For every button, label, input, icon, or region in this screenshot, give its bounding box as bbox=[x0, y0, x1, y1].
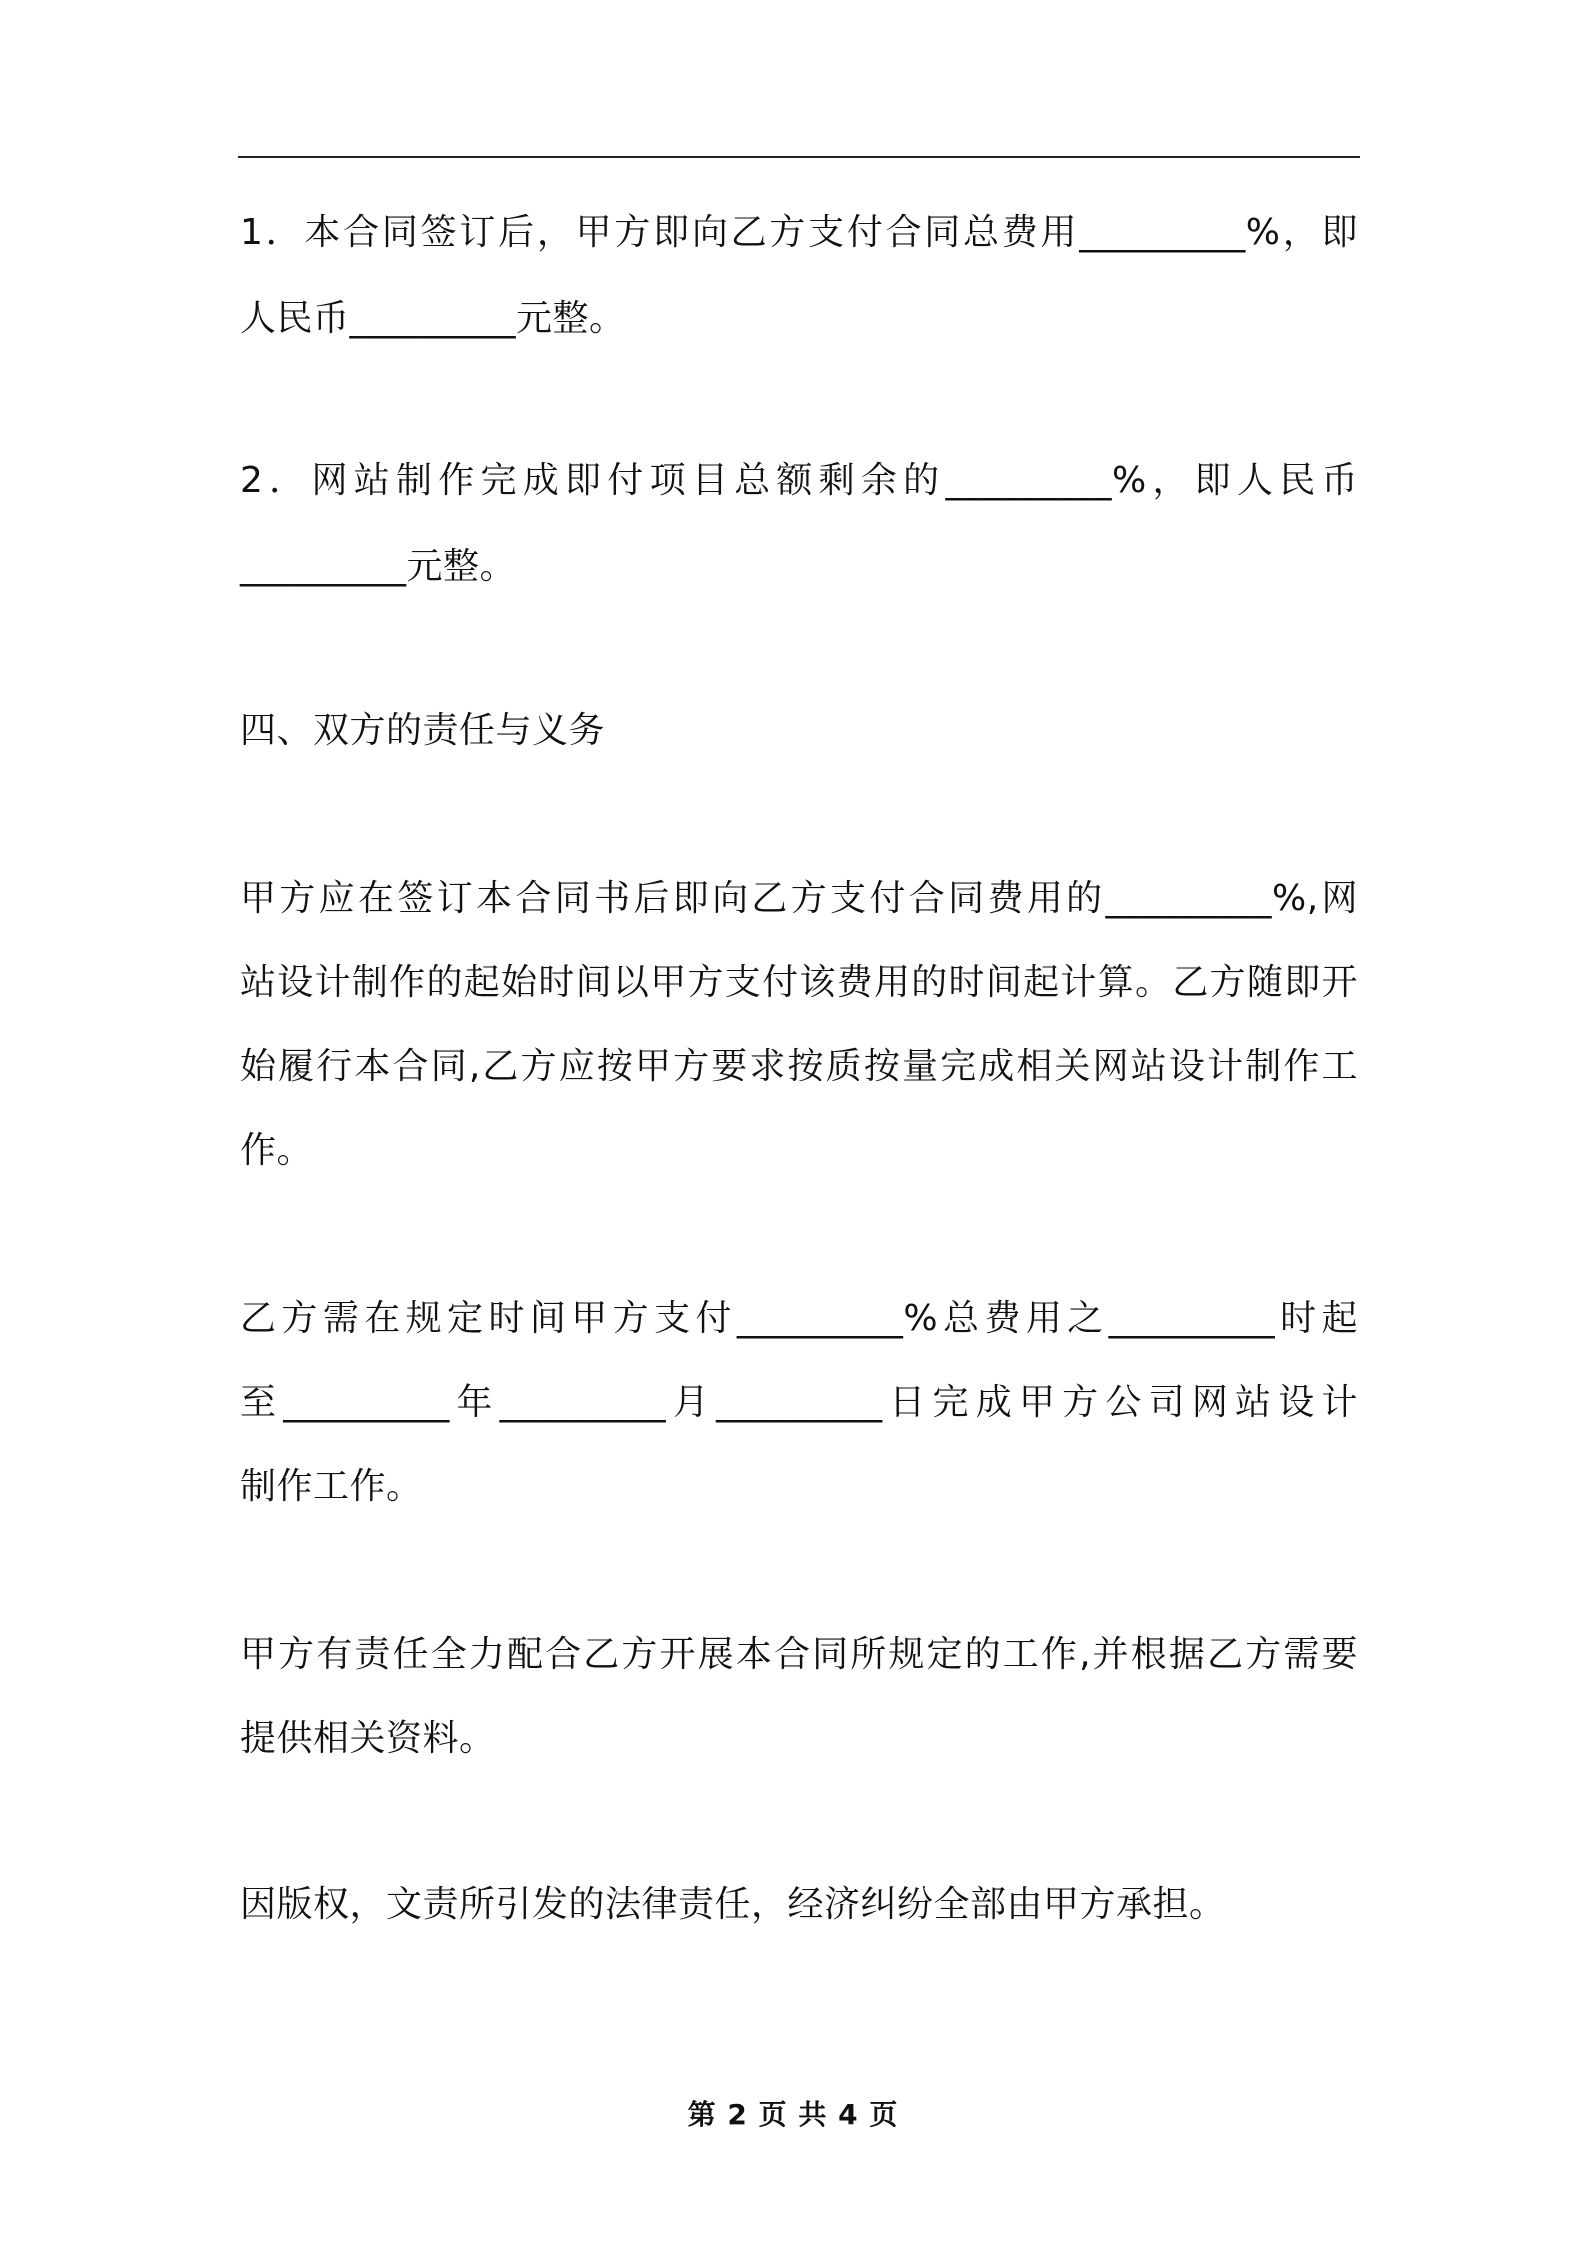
party-a-payment-line-3: 始履行本合同,乙方应按甲方要求按质按量完成相关网站设计制作工 bbox=[240, 1046, 1358, 1087]
clause-1-line-1: 1．本合同签订后，甲方即向乙方支付合同总费用_________%，即 bbox=[240, 212, 1358, 253]
party-b-deadline-line-3: 制作工作。 bbox=[240, 1466, 423, 1507]
party-b-deadline-line-1: 乙方需在规定时间甲方支付_________%总费用之_________时起 bbox=[240, 1298, 1358, 1339]
copyright-liability-line: 因版权，文责所引发的法律责任，经济纠纷全部由甲方承担。 bbox=[240, 1884, 1226, 1925]
party-a-cooperation-line-1: 甲方有责任全力配合乙方开展本合同所规定的工作,并根据乙方需要 bbox=[240, 1634, 1358, 1675]
party-a-payment-line-1: 甲方应在签订本合同书后即向乙方支付合同费用的_________%,网 bbox=[240, 878, 1358, 919]
header-rule bbox=[238, 156, 1360, 158]
clause-1-line-2: 人民币_________元整。 bbox=[240, 298, 626, 339]
clause-2-line-2: _________元整。 bbox=[240, 546, 517, 587]
party-a-payment-line-4: 作。 bbox=[240, 1130, 314, 1171]
page-number-footer: 第 2 页 共 4 页 bbox=[687, 2098, 899, 2131]
party-a-cooperation-line-2: 提供相关资料。 bbox=[240, 1718, 496, 1759]
clause-2-line-1: 2．网站制作完成即付项目总额剩余的_________%，即人民币 bbox=[240, 460, 1358, 501]
party-a-payment-line-2: 站设计制作的起始时间以甲方支付该费用的时间起计算。乙方随即开 bbox=[240, 962, 1358, 1003]
party-b-deadline-line-2: 至_________年_________月_________日完成甲方公司网站设计 bbox=[240, 1382, 1358, 1423]
section-heading: 四、双方的责任与义务 bbox=[240, 710, 606, 751]
